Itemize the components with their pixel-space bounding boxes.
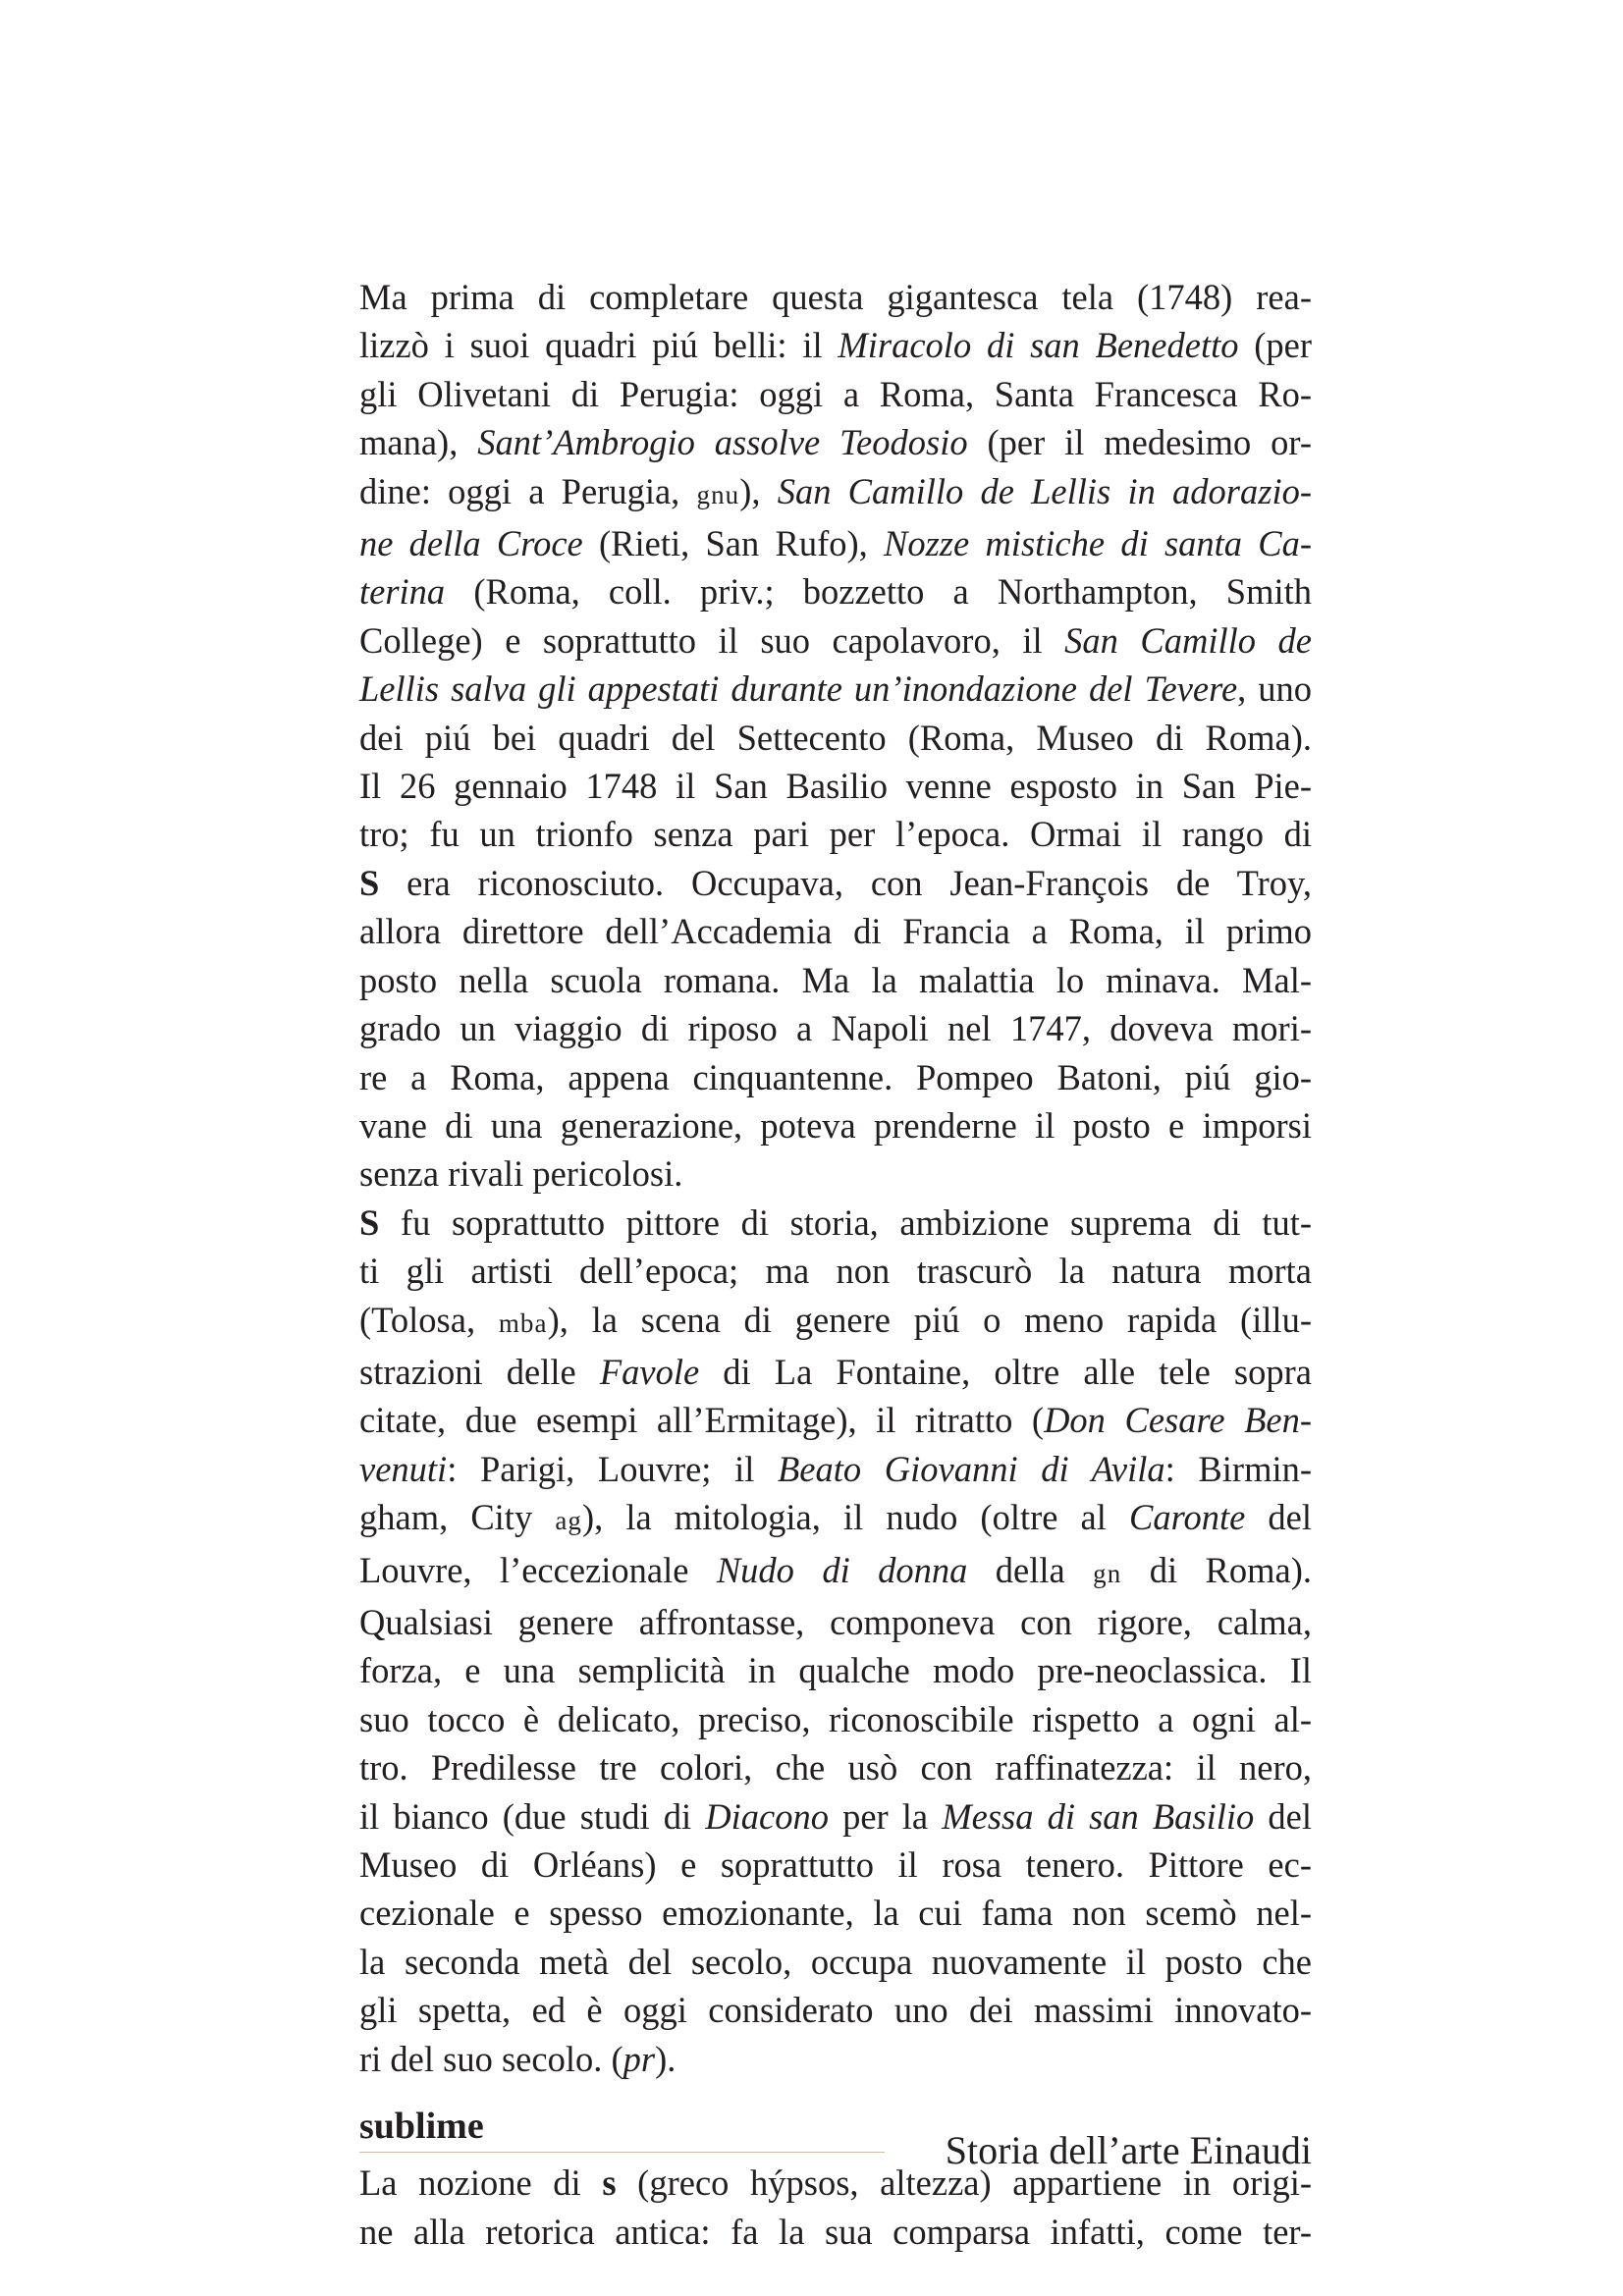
museum-abbreviation: gn	[1093, 1558, 1122, 1588]
text-line: La nozione di s (greco hýpsos, altezza) appartiene in origi-	[359, 2163, 1312, 2204]
author-initials: pr	[622, 2038, 656, 2079]
text-line: Qualsiasi genere affrontasse, componeva con rigore, calma,	[359, 1601, 1312, 1642]
text-line: dei piú bei quadri del Settecento (Roma, Museo di Roma).	[359, 717, 1312, 758]
text-line: Louvre, l’eccezionale Nudo di donna della gn di Roma).	[359, 1549, 1312, 1590]
text-line: (Tolosa, mba), la scena di genere piú o meno rapida (illu-	[359, 1299, 1312, 1340]
text-line: citate, due esempi all’Ermitage), il ritratto (Don Cesare Ben-	[359, 1400, 1312, 1441]
artwork-title: San Camillo de	[1064, 619, 1313, 661]
artwork-title: San Camillo de Lellis in adorazio-	[777, 470, 1312, 511]
text-line: gli Olivetani di Perugia: oggi a Roma, Santa Francesca Ro-	[359, 373, 1312, 414]
artwork-title: Sant’Ambrogio assolve Teodosio	[477, 422, 968, 463]
text-line: tro. Predilesse tre colori, che usò con raffinatezza: il nero,	[359, 1747, 1312, 1789]
text-line: forza, e una semplicità in qualche modo pre-neoclassica. Il	[359, 1650, 1312, 1691]
artwork-title: Messa di san Basilio	[942, 1795, 1255, 1837]
entry-initial: S	[359, 862, 380, 903]
artwork-title: Nozze mistiche di santa Ca-	[884, 523, 1313, 564]
text-line: posto nella scuola romana. Ma la malattia lo minava. Mal-	[359, 959, 1312, 1000]
text-line: strazioni delle Favole di La Fontaine, oltre alle tele sopra	[359, 1351, 1312, 1392]
footer-book-title: Storia dell’arte Einaudi	[945, 2128, 1312, 2172]
artwork-title: Diacono	[705, 1795, 829, 1837]
museum-abbreviation: gnu	[696, 479, 740, 509]
paragraph-painter-genres	[359, 1199, 1312, 2083]
text-line: Museo di Orléans) e soprattutto il rosa tenero. Pittore ec-	[359, 1844, 1312, 1885]
text-line: ne della Croce (Rieti, San Rufo), Nozze mistiche di santa Ca-	[359, 523, 1313, 564]
text-line: senza rivali pericolosi.	[359, 1153, 683, 1195]
text-line: vane di una generazione, poteva prenderne il posto e imporsi	[359, 1104, 1312, 1146]
text-line: grado un viaggio di riposo a Napoli nel 1747, doveva mori-	[359, 1008, 1312, 1049]
artwork-title: terina	[359, 571, 446, 613]
artwork-title: Lellis salva gli appestati durante un’inondazione del Tevere	[359, 668, 1238, 710]
text-line: Ma prima di completare questa gigantesca tela (1748) rea-	[359, 277, 1312, 317]
page-body	[359, 273, 1312, 2256]
text-line: re a Roma, appena cinquantenne. Pompeo Batoni, piú gio-	[359, 1056, 1312, 1097]
footer-divider	[359, 2152, 885, 2153]
text-line: Il 26 gennaio 1748 il San Basilio venne esposto in San Pie-	[359, 766, 1312, 807]
entry-heading: sublime	[359, 2106, 484, 2148]
artwork-title: Nudo di donna	[716, 1549, 968, 1590]
artwork-title: ne della Croce	[359, 523, 583, 564]
text-line: S fu soprattutto pittore di storia, ambizione suprema di tut-	[359, 1201, 1312, 1243]
text-line: lizzò i suoi quadri piú belli: il Miracolo di san Benedetto (per	[359, 325, 1312, 366]
text-line: tro; fu un trionfo senza pari per l’epoca. Ormai il rango di	[359, 814, 1312, 855]
artwork-title: venuti	[359, 1448, 448, 1489]
text-line: suo tocco è delicato, preciso, riconoscibile rispetto a ogni al-	[359, 1698, 1312, 1739]
entry-initial: S	[359, 1201, 380, 1243]
museum-abbreviation: ag	[555, 1506, 582, 1536]
text-line: la seconda metà del secolo, occupa nuovamente il posto che	[359, 1941, 1312, 1982]
artwork-title: Don Cesare Ben-	[1044, 1400, 1312, 1441]
text-line: gham, City ag), la mitologia, il nudo (oltre al Caronte del	[359, 1497, 1313, 1538]
text-line: cezionale e spesso emozionante, la cui fama non scemò nel-	[359, 1893, 1312, 1934]
text-line: venuti: Parigi, Louvre; il Beato Giovanni di Avila: Birmin-	[359, 1448, 1313, 1489]
entry-initial: s	[602, 2163, 617, 2204]
paragraph-sebastiano-conca	[359, 273, 1312, 1199]
artwork-title: Favole	[599, 1351, 700, 1392]
artwork-title: Beato Giovanni di Avila	[778, 1448, 1165, 1489]
text-line: il bianco (due studi di Diacono per la Messa di san Basilio del	[359, 1795, 1312, 1837]
artwork-title: Miracolo di san Benedetto	[838, 325, 1239, 366]
text-line: mana), Sant’Ambrogio assolve Teodosio (per il medesimo or-	[359, 422, 1312, 463]
museum-abbreviation: mba	[498, 1308, 548, 1338]
text-line: allora direttore dell’Accademia di Francia a Roma, il primo	[359, 911, 1312, 952]
text-line: College) e soprattutto il suo capolavoro, il San Camillo de	[359, 619, 1313, 661]
text-line: terina (Roma, coll. priv.; bozzetto a Northampton, Smith	[359, 571, 1312, 613]
text-line: ne alla retorica antica: fa la sua comparsa infatti, come ter-	[359, 2211, 1312, 2252]
artwork-title: Caronte	[1129, 1497, 1246, 1538]
text-line: S era riconosciuto. Occupava, con Jean-François de Troy,	[359, 862, 1312, 903]
text-line: Lellis salva gli appestati durante un’inondazione del Tevere, uno	[359, 668, 1312, 710]
text-line: gli spetta, ed è oggi considerato uno dei massimi innovato-	[359, 1990, 1312, 2031]
text-line: ri del suo secolo. (pr).	[359, 2038, 676, 2079]
text-line: dine: oggi a Perugia, gnu), San Camillo de Lellis in adorazio-	[359, 470, 1312, 511]
text-line: ti gli artisti dell’epoca; ma non trascurò la natura morta	[359, 1251, 1312, 1292]
